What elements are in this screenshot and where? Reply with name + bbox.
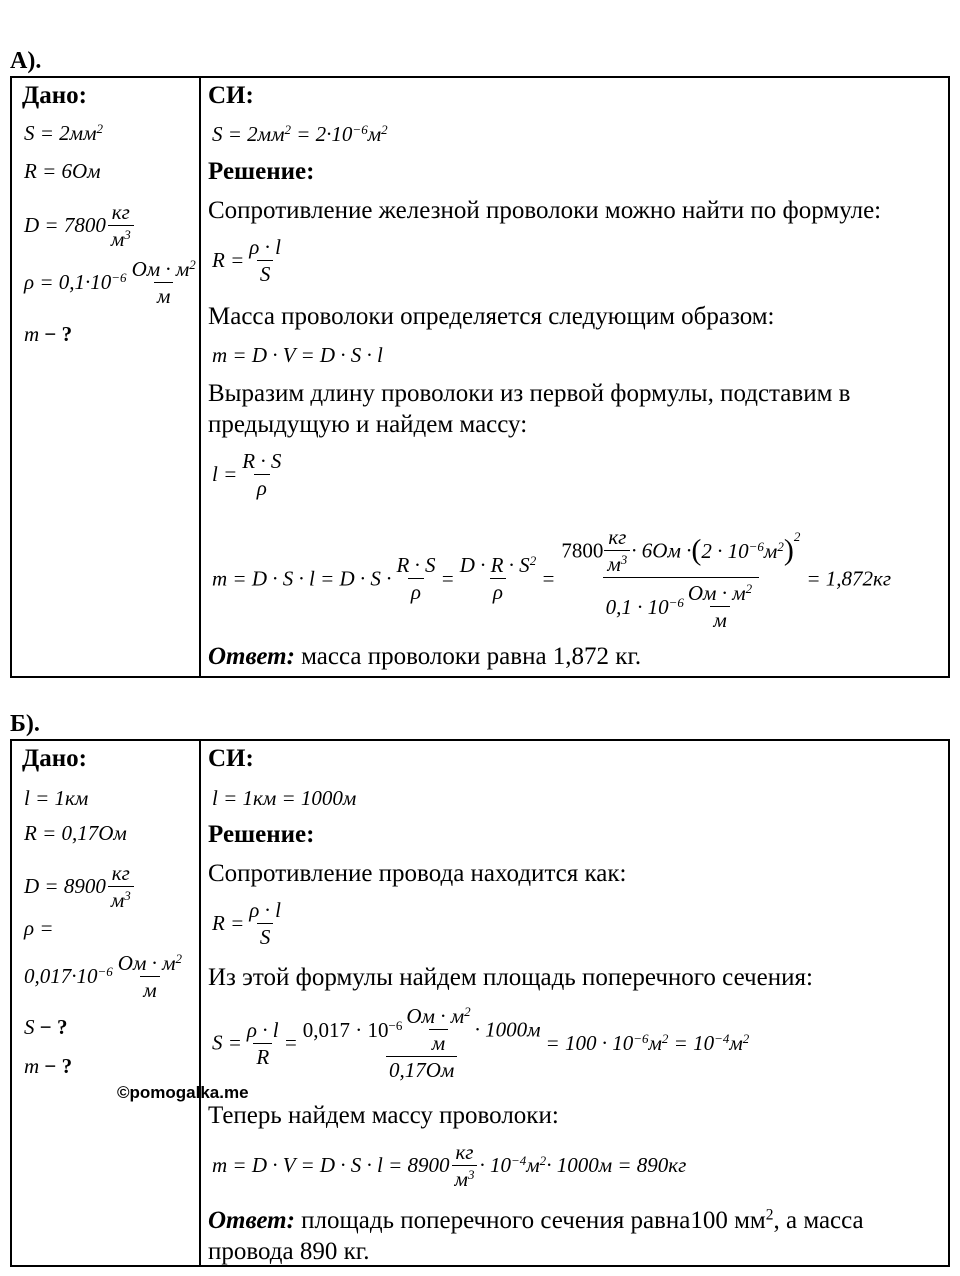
section-b-label: Б). [10, 711, 40, 737]
dano-header: Дано: [22, 745, 87, 772]
formula-mass-calculation: m = D · V = D · S · l = 8900 $\frac{кг}{м^3}$ · $10^{-4}м^2\cdot 1000м = 890кг$ [212, 1140, 687, 1192]
solution-header: Решение: [208, 821, 315, 848]
formula-mass: m = D · V = D · S · l [212, 343, 383, 367]
given-resistivity: $\rho = 0,1\cdot 10^{-6}$ $\frac{Ом \cdot м^2}{м}$ [24, 256, 196, 309]
find-area: S − ? [24, 1015, 68, 1039]
si-area-conversion: $S = 2мм^2 = 2\cdot 10^{-6}м^2$ [212, 121, 388, 146]
watermark: ©pomogalka.me [117, 1083, 249, 1102]
solution-text-2: Из этой формулы найдем площадь поперечного сечения: [208, 964, 813, 991]
given-resistance: R = 6Ом [24, 159, 101, 183]
formula-mass-calculation: m = D · S · l = D · S · $\frac{R \cdot S}{\rho}$ = $\frac{D \cdot R \cdot S^2}{\rho}$ = 7800 $\frac{кг}{м^3}$ · $6Ом \cdot(2 \cdot 10^{-6}м^2)^2$ $0,1 \cdot 10^{-6}$ $\frac{Ом \cdot м^2}{м}$ = 1,872кг [212, 525, 892, 633]
given-resistivity-symbol: ρ = [24, 916, 54, 940]
section-a-label: А). [10, 48, 42, 74]
given-resistance: R = 0,17Ом [24, 821, 127, 845]
answer-a: Ответ: масса проволоки равна 1,872 кг. [208, 643, 642, 670]
formula-resistance: R = $\frac{\rho \cdot l}{S}$ [212, 235, 281, 287]
solution-text-1: Сопротивление провода находится как: [208, 860, 627, 887]
solution-text-3: Теперь найдем массу проволоки: [208, 1102, 559, 1129]
solution-header: Решение: [208, 158, 315, 185]
find-mass: m − ? [24, 1054, 73, 1078]
answer-b-line-2: провода 890 кг. [208, 1238, 370, 1265]
given-area: $S = 2мм^2$ [24, 120, 103, 145]
answer-b-line-1: Ответ: площадь поперечного сечения равна100 $мм^2$, а масса [208, 1206, 864, 1234]
given-density: D = 8900 $\frac{кг}{м^3}$ [24, 861, 136, 912]
dano-header: Дано: [22, 82, 87, 109]
given-length: l = 1км [24, 786, 89, 810]
given-resistivity-value: $0,017\cdot 10^{-6}$ $\frac{Ом \cdot м^2}{м}$ [24, 950, 183, 1003]
given-density: D = 7800 $\frac{кг}{м^3}$ [24, 200, 136, 251]
solution-text-3b: предыдущую и найдем массу: [208, 411, 528, 438]
formula-length: l = $\frac{R \cdot S}{\rho}$ [212, 449, 282, 501]
formula-area-calculation: S = $\frac{\rho \cdot l}{R}$ = $0,017 \cdot 10^{-6}$ $\frac{Ом \cdot м^2}{м}$ · 1000м 0,17Ом = $100 \cdot 10^{-6}м^2 = 10^{-4}м^2$ [212, 1003, 750, 1083]
si-header: СИ: [208, 745, 254, 772]
column-divider [199, 741, 201, 1265]
solution-text-3a: Выразим длину проволоки из первой формулы, подставим в [208, 380, 851, 407]
find-mass: m − ? [24, 322, 73, 346]
si-length-conversion: l = 1км = 1000м [212, 786, 357, 810]
solution-text-1: Сопротивление железной проволоки можно найти по формуле: [208, 197, 882, 224]
solution-text-2: Масса проволоки определяется следующим образом: [208, 303, 775, 330]
formula-resistance: R = $\frac{\rho \cdot l}{S}$ [212, 898, 281, 950]
si-header: СИ: [208, 82, 254, 109]
column-divider [199, 78, 201, 676]
